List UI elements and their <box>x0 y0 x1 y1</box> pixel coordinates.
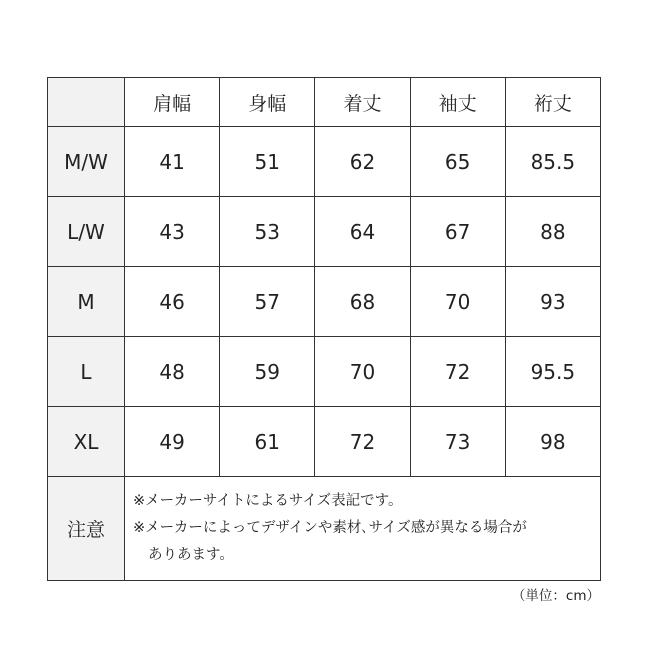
header-yuki-length: 裄丈 <box>505 78 600 127</box>
size-chart-table <box>47 77 601 581</box>
note-text <box>125 477 601 581</box>
note-line: ※メーカーサイトによるサイズ表記です。 <box>133 493 403 509</box>
table-cell: 49 <box>125 407 220 477</box>
size-label: M/W <box>48 127 125 197</box>
size-label: M <box>48 267 125 337</box>
table-cell: 65 <box>410 127 505 197</box>
table-row <box>48 127 601 197</box>
table-cell: 59 <box>220 337 315 407</box>
note-line: ありあます。 <box>148 547 234 563</box>
table-cell: 72 <box>315 407 410 477</box>
table-cell: 57 <box>220 267 315 337</box>
table-cell: 68 <box>315 267 410 337</box>
unit-note: （単位：cm） <box>511 588 600 604</box>
header-body-width: 身幅 <box>220 78 315 127</box>
size-label: XL <box>48 407 125 477</box>
table-row <box>48 197 601 267</box>
note-label: 注意 <box>48 477 125 581</box>
table-cell: 62 <box>315 127 410 197</box>
table-cell: 98 <box>505 407 600 477</box>
table-cell: 46 <box>125 267 220 337</box>
table-cell: 85.5 <box>505 127 600 197</box>
table-cell: 95.5 <box>505 337 600 407</box>
table-cell: 61 <box>220 407 315 477</box>
table-cell: 70 <box>315 337 410 407</box>
table-cell: 72 <box>410 337 505 407</box>
note-row <box>48 477 601 581</box>
table-cell: 41 <box>125 127 220 197</box>
header-row <box>48 78 601 127</box>
table-cell: 88 <box>505 197 600 267</box>
table-cell: 64 <box>315 197 410 267</box>
table-cell: 70 <box>410 267 505 337</box>
note-line: ※メーカーによってデザインや素材､サイズ感が異なる場合が <box>133 520 527 536</box>
table-cell: 43 <box>125 197 220 267</box>
table-row <box>48 337 601 407</box>
header-shoulder-width: 肩幅 <box>125 78 220 127</box>
size-label: L/W <box>48 197 125 267</box>
table-cell: 67 <box>410 197 505 267</box>
table-cell: 51 <box>220 127 315 197</box>
table-row <box>48 267 601 337</box>
table-cell: 48 <box>125 337 220 407</box>
table-cell: 73 <box>410 407 505 477</box>
header-sleeve-length: 袖丈 <box>410 78 505 127</box>
table-cell: 53 <box>220 197 315 267</box>
table-cell: 93 <box>505 267 600 337</box>
header-length: 着丈 <box>315 78 410 127</box>
table-row <box>48 407 601 477</box>
size-label: L <box>48 337 125 407</box>
corner-cell <box>48 78 125 127</box>
